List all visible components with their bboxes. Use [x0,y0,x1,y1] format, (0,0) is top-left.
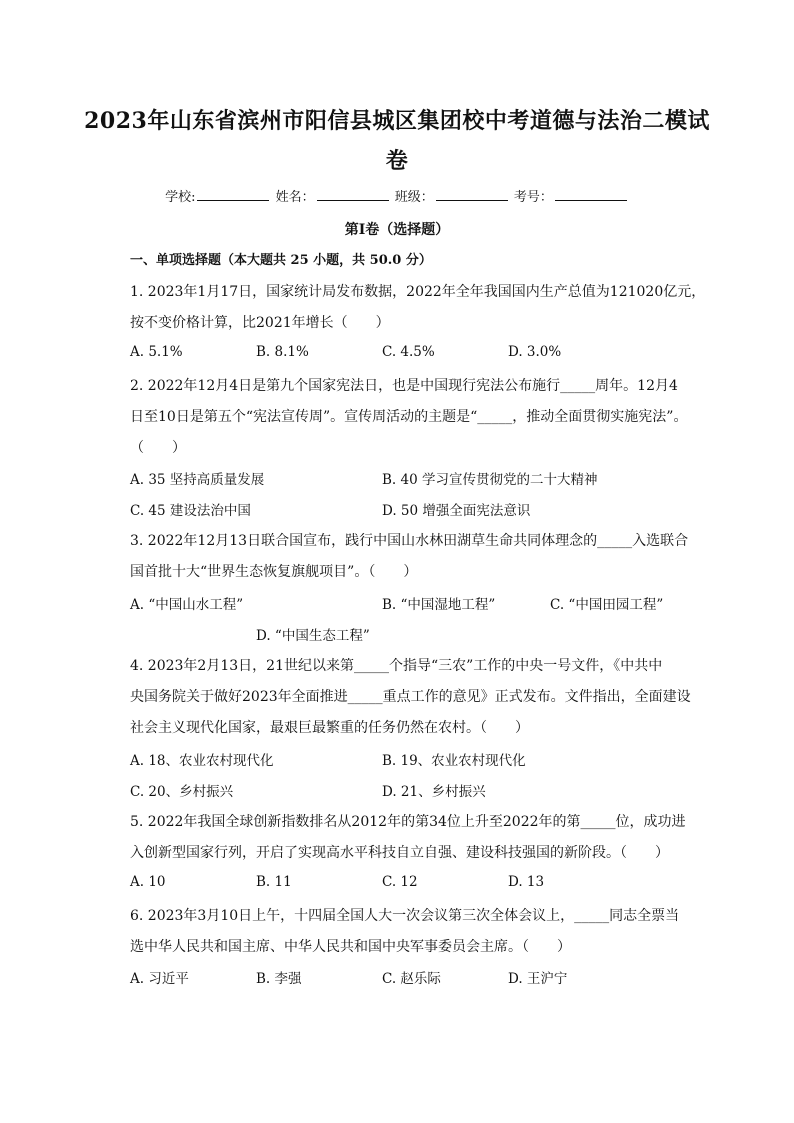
school-blank [197,188,269,201]
question-6-option-c: C. 赵乐际 [382,971,441,987]
question-4-line-2: 央国务院关于做好2023年全面推进_____重点工作的意见》正式发布。文件指出，全面建设 [130,689,691,705]
question-2-option-d: D. 50 增强全面宪法意识 [382,503,531,519]
question-2-option-c: C. 45 建设法治中国 [130,503,251,519]
question-6-line-1: 6. 2023年3月10日上午，十四届全国人大一次会议第三次全体会议上，_____同志全票当 [130,908,680,924]
question-5-option-b: B. 11 [256,874,292,890]
question-4-line-1: 4. 2023年2月13日，21世纪以来第_____个指导“三农”工作的中央一号文件，《中共中 [130,658,663,674]
part-title: 第Ⅰ卷（选择题） [344,222,450,238]
question-2-line-1: 2. 2022年12月4日是第九个国家宪法日，也是中国现行宪法公布施行_____周年。12月4 [130,378,678,394]
question-5-option-d: D. 13 [508,874,545,890]
name-label: 姓名： [275,190,315,205]
question-2-option-a: A. 35 坚持高质量发展 [130,472,265,488]
question-6-line-2: 选中华人民共和国主席、中华人民共和国中央军事委员会主席。（ ） [130,939,571,955]
question-5-option-c: C. 12 [382,874,418,890]
exam-title-line1: 2023年山东省滨州市阳信县城区集团校中考道德与法治二模试 [84,108,710,134]
question-4-option-d: D. 21、乡村振兴 [382,784,486,800]
question-3-line-1: 3. 2022年12月13日联合国宣布，践行中国山水林田湖草生命共同体理念的_____入选联合 [130,533,689,549]
question-1-option-c: C. 4.5% [382,344,435,360]
school-label: 学校: [165,190,196,205]
question-3-option-a: A. “中国山水工程” [130,597,244,613]
question-3-option-d: D. “中国生态工程” [256,628,370,644]
student-info-row [0,186,794,205]
question-5-line-1: 5. 2022年我国全球创新指数排名从2012年的第34位上升至2022年的第_____位，成功进 [130,814,686,830]
question-1-option-d: D. 3.0% [508,344,562,360]
exam-title-line2: 卷 [385,148,409,174]
class-blank [436,188,508,201]
question-1-line-2: 按不变价格计算，比2021年增长（ ） [130,315,390,331]
question-1-option-b: B. 8.1% [256,344,309,360]
question-4-option-a: A. 18、农业农村现代化 [130,753,274,769]
exam-no-label: 考号： [513,190,553,205]
question-5-line-2: 入创新型国家行列，开启了实现高水平科技自立自强、建设科技强国的新阶段。（ ） [130,845,669,861]
question-5-option-a: A. 10 [130,874,166,890]
class-label: 班级： [394,190,434,205]
question-2-line-3: （ ） [130,440,186,456]
question-1-option-a: A. 5.1% [130,344,183,360]
question-3-option-c: C. “中国田园工程” [550,597,664,613]
question-4-line-3: 社会主义现代化国家，最艰巨最繁重的任务仍然在农村。（ ） [130,720,529,736]
section-title: 一、单项选择题（本大题共 25 小题，共 50.0 分） [130,253,432,268]
question-6-option-d: D. 王沪宁 [508,971,568,987]
question-6-option-b: B. 李强 [256,971,302,987]
question-2-option-b: B. 40 学习宣传贯彻党的二十大精神 [382,472,598,488]
question-3-line-2: 国首批十大“世界生态恢复旗舰项目”。（ ） [130,564,418,580]
question-2-line-2: 日至10日是第五个“宪法宣传周”。宣传周活动的主题是“_____，推动全面贯彻实施宪法”。 [130,409,688,425]
question-4-option-b: B. 19、农业农村现代化 [382,753,526,769]
question-4-option-c: C. 20、乡村振兴 [130,784,234,800]
name-blank [317,188,389,201]
question-3-option-b: B. “中国湿地工程” [382,597,496,613]
question-1-line-1: 1. 2023年1月17日，国家统计局发布数据，2022年全年我国国内生产总值为121020亿元， [130,284,706,300]
exam-no-blank [555,188,627,201]
question-6-option-a: A. 习近平 [130,971,189,987]
